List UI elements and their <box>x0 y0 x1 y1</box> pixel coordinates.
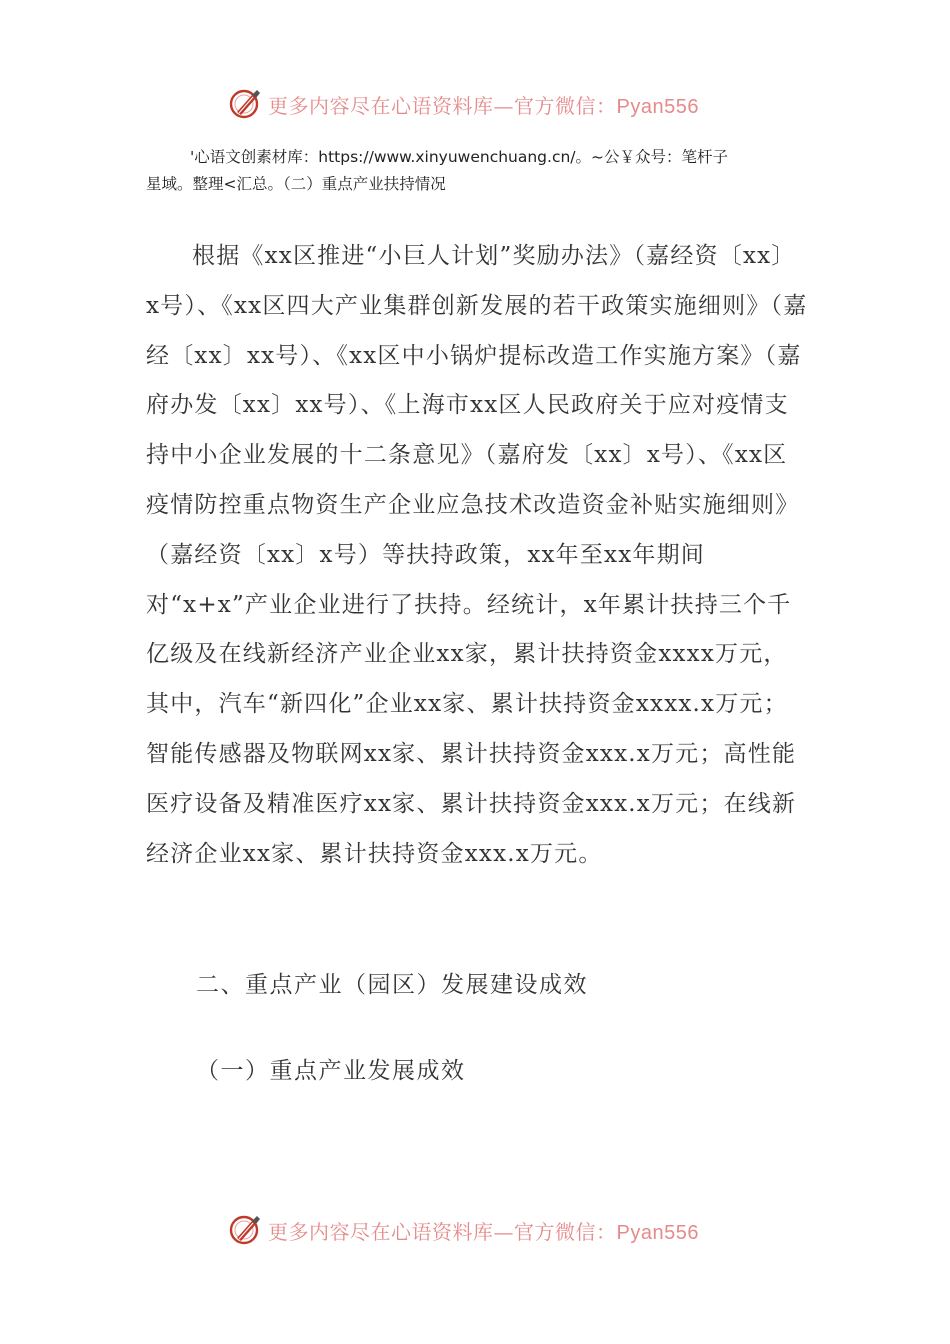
pen-nib-logo-icon <box>228 87 262 121</box>
header-banner <box>228 84 748 124</box>
source-note <box>146 144 816 198</box>
subsection-heading: （一）重点产业发展成效 <box>196 1058 466 1084</box>
banner-wechat-id: Pyan556 <box>616 95 699 118</box>
banner-text <box>268 90 699 119</box>
footer-banner-text <box>268 1216 699 1245</box>
source-note-line-1: '心语文创素材库：https://www.xinyuwenchuang.cn/。~公￥众号：笔杆子 <box>190 148 729 166</box>
banner-text-cn: 更多内容尽在心语资料库—官方微信： <box>268 93 617 118</box>
source-note-line-2: 星域。整理<汇总。（二）重点产业扶持情况 <box>146 175 446 193</box>
body-paragraph: 根据《xx区推进“小巨人计划”奖励办法》（嘉经资〔xx〕x号）、《xx区四大产业集群创新发展的若干政策实施细则》（嘉经〔xx〕xx号）、《xx区中小锅炉提标改造工作实施方案》（嘉府办发〔xx〕xx号）、《上海市xx区人民政府关于应对疫情支持中小企业发展的十二条意见》（嘉府发〔xx〕x号）、《xx区疫情防控重点物资生产企业应急技术改造资金补贴实施细则》（嘉经资〔xx〕x号）等扶持政策，xx年至xx年期间对“x+x”产业企业进行了扶持。经统计，x年累计扶持三个千亿级及在线新经济产业企业xx家，累计扶持资金xxxx万元，其中，汽车“新四化”企业xx家、累计扶持资金xxxx.x万元；智能传感器及物联网xx家、累计扶持资金xxx.x万元；高性能医疗设备及精准医疗xx家、累计扶持资金xxx.x万元；在线新经济企业xx家、累计扶持资金xxx.x万元。 <box>146 243 808 867</box>
footer-banner-wechat-id: Pyan556 <box>616 1221 699 1244</box>
pen-nib-logo-icon <box>228 1213 262 1247</box>
footer-banner <box>228 1210 748 1250</box>
footer-banner-text-cn: 更多内容尽在心语资料库—官方微信： <box>268 1219 617 1244</box>
body-section <box>146 232 808 879</box>
section-heading: 二、重点产业（园区）发展建设成效 <box>196 972 588 998</box>
